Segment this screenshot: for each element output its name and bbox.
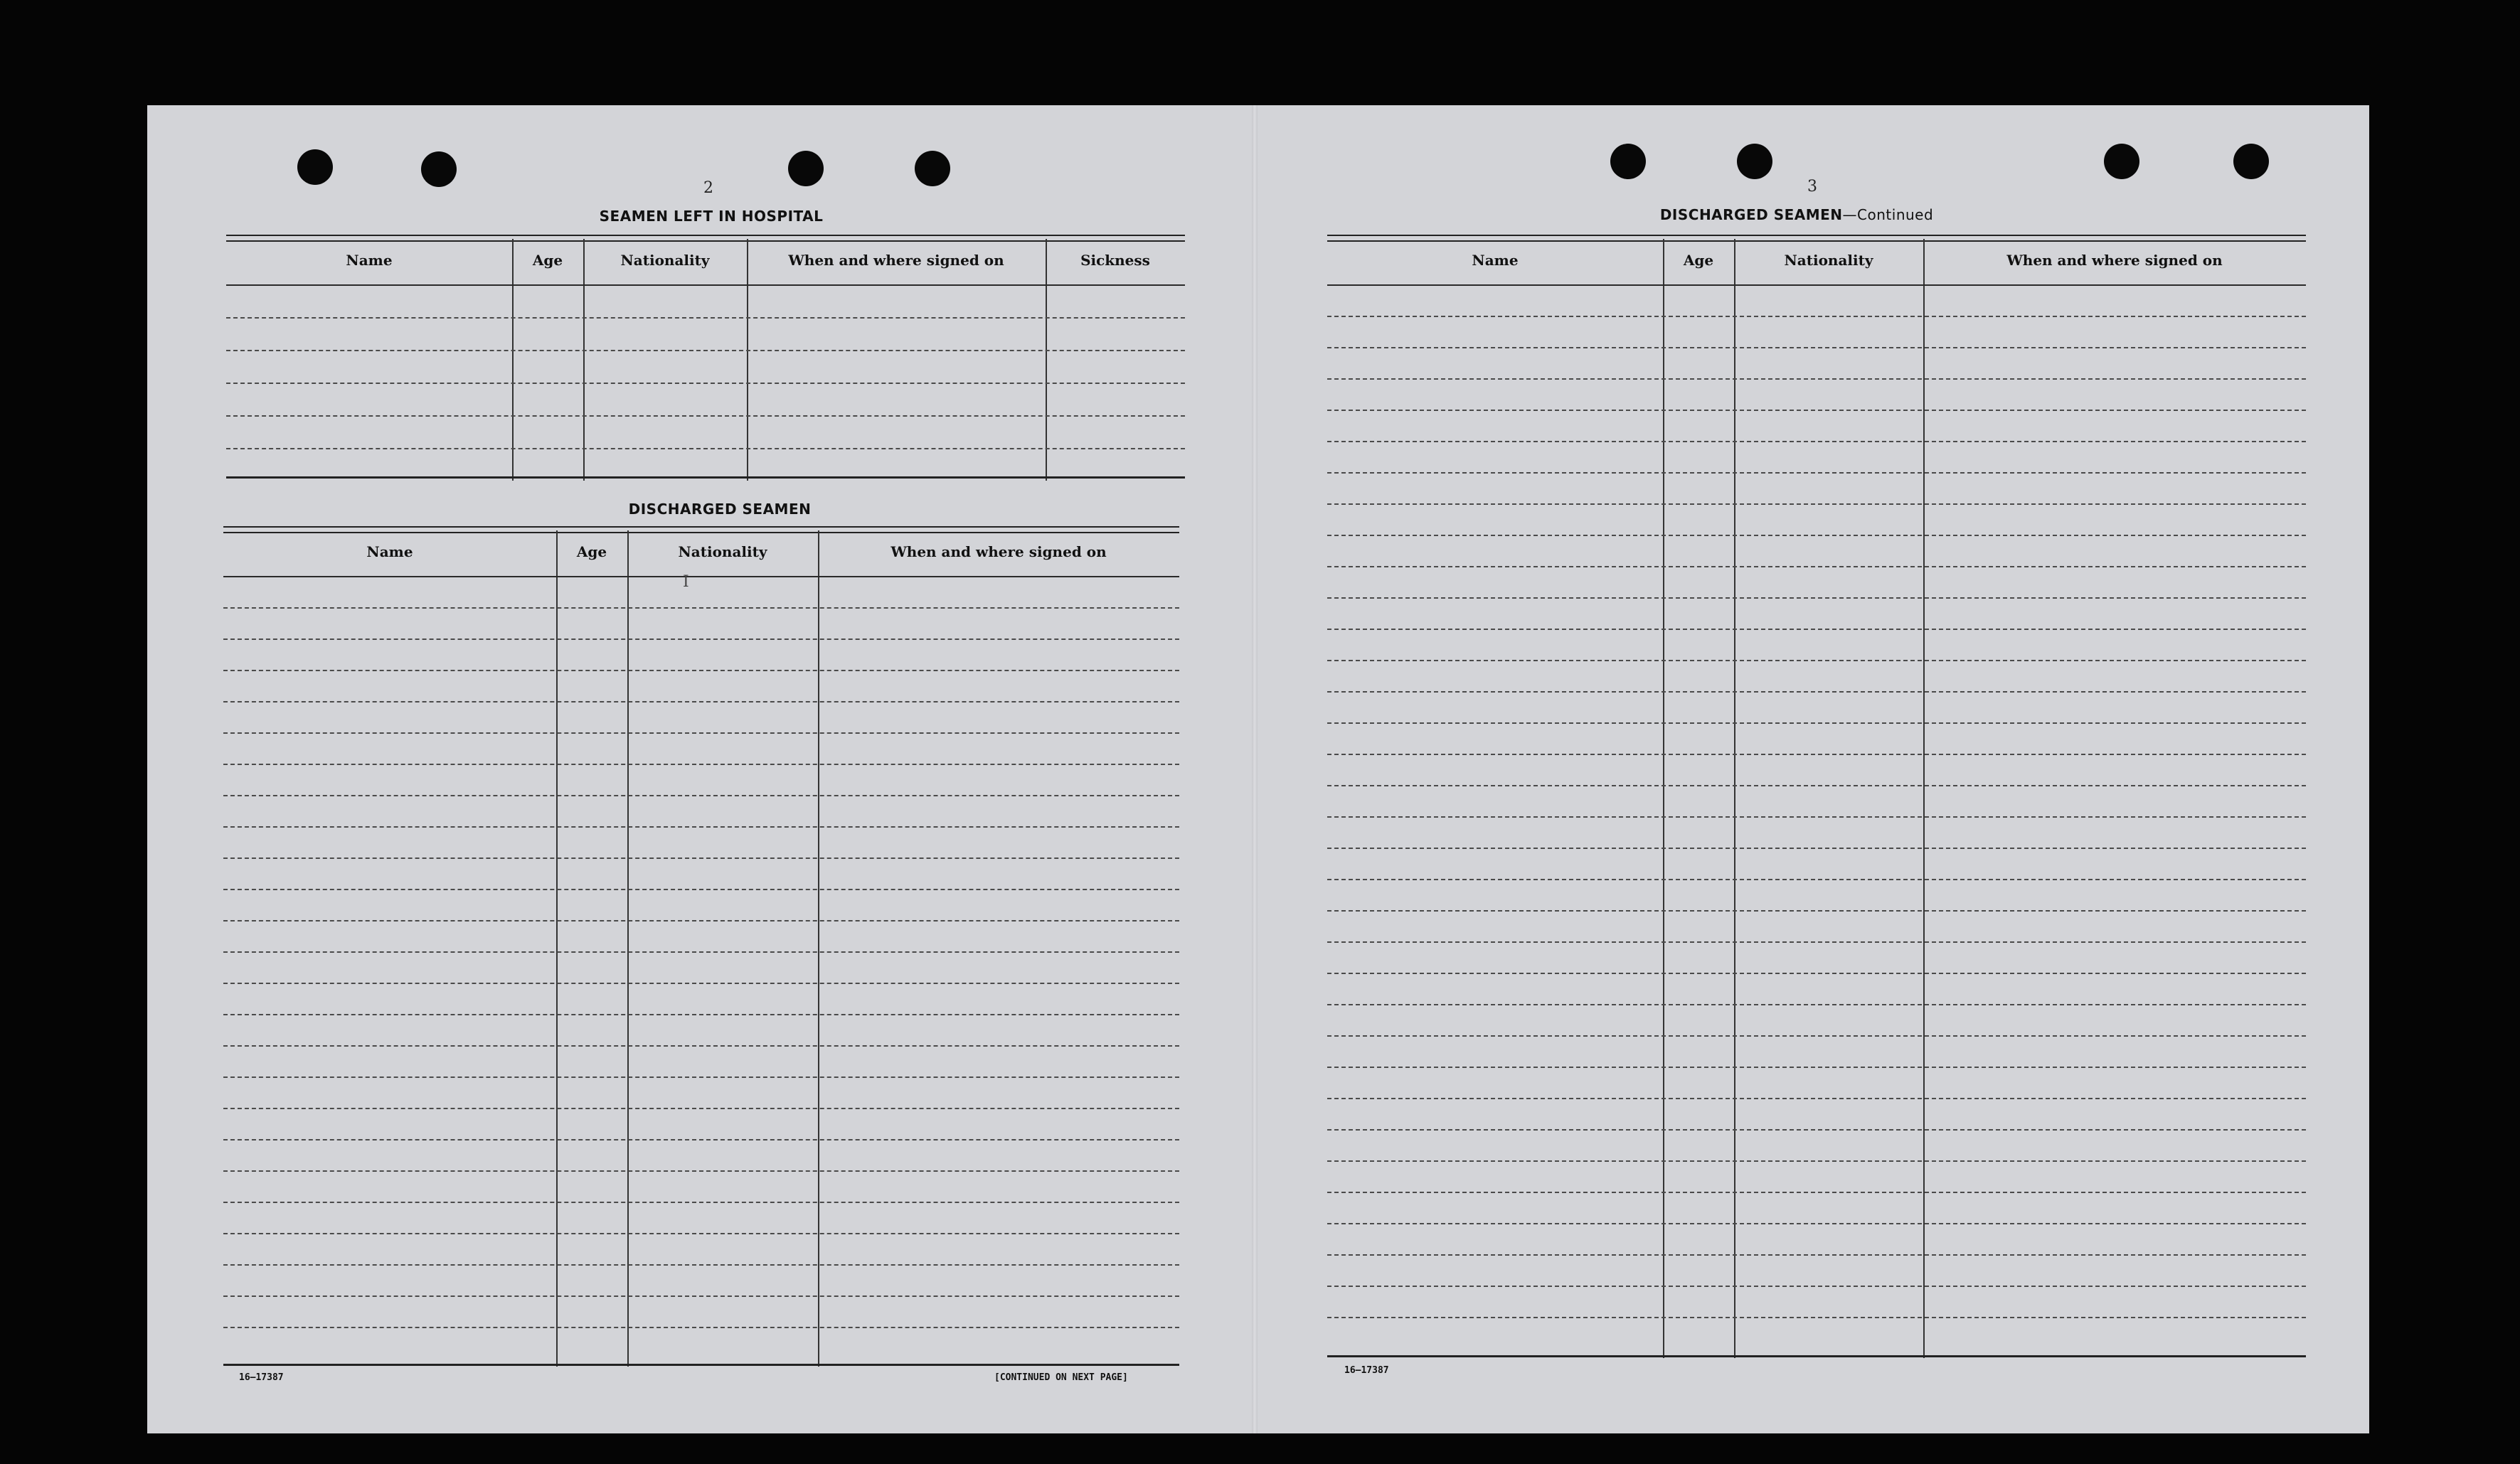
discharged-continued-title	[1583, 206, 2010, 223]
form-number-right: 16—17387	[1344, 1365, 1389, 1376]
column-header-name: Name	[366, 543, 413, 560]
column-header-age: Age	[1683, 252, 1714, 269]
table-row	[226, 415, 1185, 417]
header-rule	[226, 284, 1185, 286]
table-bottom-rule	[226, 476, 1185, 479]
table-row	[223, 1076, 1179, 1078]
table-row	[223, 1108, 1179, 1109]
discharged-continued-title-main: DISCHARGED SEAMEN	[1659, 206, 1843, 223]
discharged-table-left	[223, 526, 1179, 1367]
column-header-signed-on: When and where signed on	[890, 543, 1107, 560]
table-row	[226, 448, 1185, 449]
punch-hole	[915, 151, 950, 186]
table-row	[223, 951, 1179, 953]
column-divider	[627, 530, 629, 1367]
column-divider	[583, 239, 585, 481]
table-row	[1327, 1004, 2306, 1005]
table-row	[223, 1233, 1179, 1234]
table-row	[226, 317, 1185, 319]
page-number-right: 3	[1807, 178, 1817, 196]
table-row	[223, 857, 1179, 859]
hospital-section-title: SEAMEN LEFT IN HOSPITAL	[599, 208, 824, 225]
table-row	[1327, 816, 2306, 818]
column-header-age: Age	[576, 543, 607, 560]
column-header-nationality: Nationality	[1784, 252, 1873, 269]
table-row	[1327, 410, 2306, 411]
column-header-nationality: Nationality	[620, 252, 710, 269]
stray-mark: I	[683, 573, 689, 591]
table-row	[223, 764, 1179, 765]
table-row	[1327, 1160, 2306, 1162]
column-divider	[1663, 239, 1664, 1358]
table-row	[1327, 566, 2306, 567]
hospital-table	[226, 235, 1185, 481]
table-row	[1327, 1129, 2306, 1131]
discharged-section-title: DISCHARGED SEAMEN	[628, 501, 812, 518]
column-divider	[818, 530, 819, 1367]
table-row	[1327, 347, 2306, 348]
table-row	[1327, 629, 2306, 630]
table-row	[223, 889, 1179, 890]
table-row	[223, 795, 1179, 796]
table-row	[1327, 441, 2306, 442]
punch-hole	[2104, 144, 2139, 179]
header-rule	[1327, 284, 2306, 286]
table-row	[223, 639, 1179, 640]
table-row	[1327, 848, 2306, 849]
form-number-left: 16—17387	[239, 1372, 284, 1383]
column-header-signed-on: When and where signed on	[788, 252, 1004, 269]
table-row	[1327, 691, 2306, 693]
table-row	[223, 732, 1179, 734]
column-divider	[1923, 239, 1925, 1358]
continued-note: [CONTINUED ON NEXT PAGE]	[994, 1372, 1128, 1383]
table-row	[223, 1014, 1179, 1015]
column-header-age: Age	[532, 252, 563, 269]
page-fold	[1252, 105, 1258, 1433]
table-row	[1327, 1254, 2306, 1256]
punch-hole	[297, 149, 333, 185]
table-row	[1327, 1286, 2306, 1287]
column-divider	[512, 239, 514, 481]
punch-hole	[1610, 144, 1646, 179]
discharged-table-right	[1327, 235, 2306, 1358]
table-row	[1327, 660, 2306, 661]
punch-hole	[1737, 144, 1772, 179]
table-row	[1327, 941, 2306, 943]
table-top-rule	[223, 526, 1179, 533]
column-divider	[556, 530, 558, 1367]
table-row	[223, 670, 1179, 671]
column-header-sickness: Sickness	[1080, 252, 1150, 269]
table-row	[1327, 722, 2306, 724]
table-row	[223, 1327, 1179, 1328]
table-bottom-rule	[223, 1364, 1179, 1366]
column-divider	[1046, 239, 1047, 481]
table-row	[1327, 316, 2306, 317]
table-row	[1327, 1223, 2306, 1224]
table-row	[223, 983, 1179, 984]
table-row	[1327, 1098, 2306, 1099]
table-row	[223, 826, 1179, 828]
column-header-nationality: Nationality	[678, 543, 767, 560]
table-row	[226, 350, 1185, 351]
table-row	[223, 920, 1179, 921]
table-row	[1327, 472, 2306, 474]
table-row	[226, 383, 1185, 384]
column-divider	[747, 239, 748, 481]
table-row	[1327, 597, 2306, 599]
table-row	[1327, 754, 2306, 755]
table-row	[223, 1295, 1179, 1297]
table-row	[223, 1202, 1179, 1203]
table-row	[1327, 910, 2306, 912]
page-number-left: 2	[703, 179, 713, 197]
table-row	[223, 701, 1179, 702]
table-row	[1327, 1035, 2306, 1037]
table-row	[1327, 785, 2306, 786]
column-divider	[1734, 239, 1735, 1358]
column-header-name: Name	[346, 252, 393, 269]
table-row	[223, 1170, 1179, 1172]
table-row	[1327, 973, 2306, 974]
punch-hole	[788, 151, 824, 186]
table-top-rule	[1327, 235, 2306, 242]
table-row	[1327, 1067, 2306, 1068]
discharged-continued-title-suffix: —Continued	[1842, 206, 1934, 223]
table-row	[1327, 535, 2306, 536]
table-row	[223, 1264, 1179, 1266]
table-top-rule	[226, 235, 1185, 242]
table-row	[1327, 503, 2306, 505]
table-row	[223, 1045, 1179, 1047]
table-row	[1327, 1192, 2306, 1193]
table-row	[223, 1139, 1179, 1140]
table-row	[1327, 378, 2306, 380]
punch-hole	[421, 151, 457, 187]
table-row	[1327, 1317, 2306, 1318]
table-row	[1327, 879, 2306, 880]
punch-hole	[2233, 144, 2269, 179]
column-header-signed-on: When and where signed on	[2006, 252, 2223, 269]
table-row	[223, 607, 1179, 609]
header-rule	[223, 576, 1179, 577]
table-bottom-rule	[1327, 1355, 2306, 1357]
column-header-name: Name	[1472, 252, 1519, 269]
